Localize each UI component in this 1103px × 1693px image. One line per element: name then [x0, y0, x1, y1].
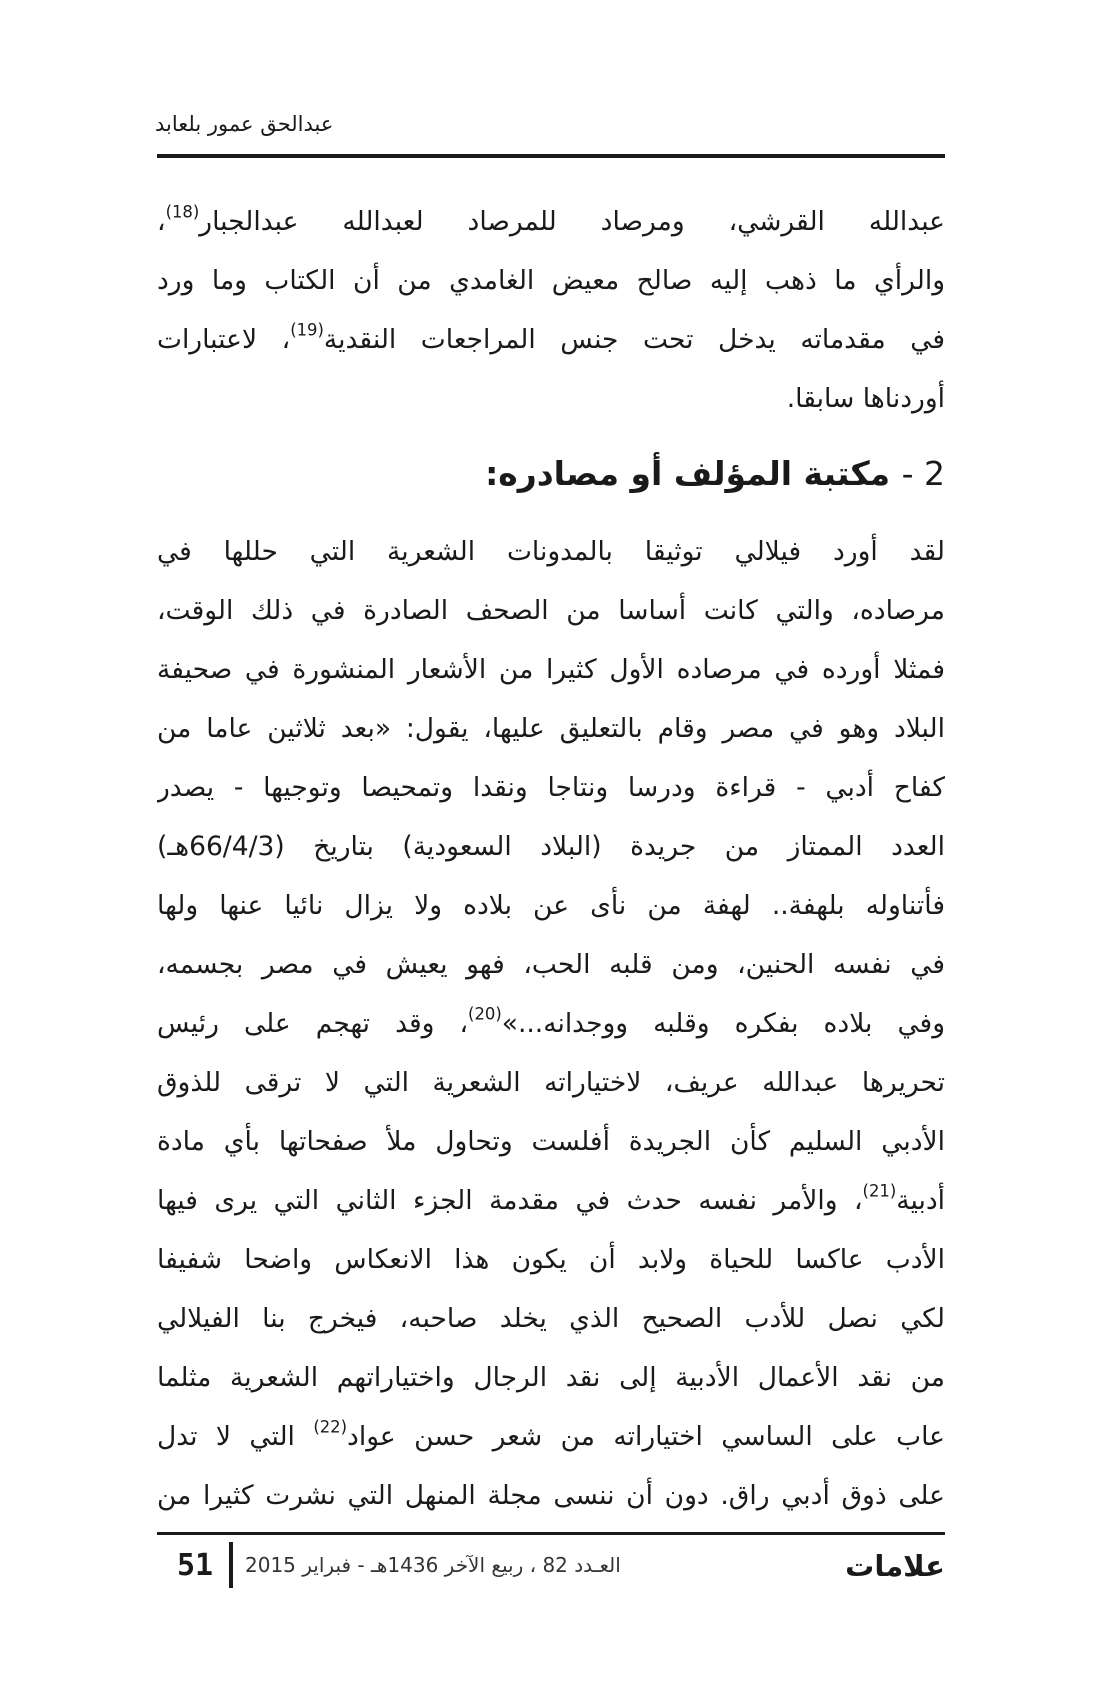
text-line: أوردناها سابقا.: [786, 383, 945, 414]
text-line: لقد أورد فيلالي توثيقا بالمدونات الشعرية التي حللها في: [157, 536, 945, 567]
text-line: تحريرها عبدالله عريف، لاختياراته الشعرية التي لا ترقى للذوق: [157, 1067, 945, 1098]
magazine-logo: علامات: [845, 1549, 945, 1583]
text-line: على ذوق أدبي راق. دون أن ننسى مجلة المنهل التي نشرت كثيرا من: [157, 1480, 945, 1511]
page-footer: [157, 1542, 945, 1592]
text-line: فأتناوله بلهفة.. لهفة من نأى عن بلاده ولا يزال نائيا عنها ولها: [157, 890, 945, 921]
text-line: والرأي ما ذهب إليه صالح معيض الغامدي من أن الكتاب وما ورد: [157, 265, 945, 296]
footer-rule: [157, 1532, 945, 1535]
paragraph-2: [157, 522, 945, 1525]
text-line: عبدالله القرشي، ومرصاد للمرصاد لعبدالله عبدالجبار$^{(18)}$،: [157, 202, 945, 237]
section-heading: [157, 449, 945, 499]
text-line: مرصاده، والتي كانت أساسا من الصحف الصادرة في ذلك الوقت،: [157, 595, 945, 626]
text-line: وفي بلاده بفكره وقلبه ووجدانه...»$^{(20)}$، وقد تهجم على رئيس: [157, 1004, 945, 1039]
footer-divider: [229, 1542, 233, 1588]
text-line: عاب على الساسي اختياراته من شعر حسن عواد$^{(22)}$ التي لا تدل: [157, 1417, 945, 1452]
header-rule: [157, 154, 945, 158]
footnote-ref: (20): [468, 1004, 502, 1024]
text-line: من نقد الأعمال الأدبية إلى نقد الرجال واختياراتهم الشعرية مثلما: [157, 1362, 945, 1393]
text-line: في مقدماته يدخل تحت جنس المراجعات النقدية$^{(19)}$، لاعتبارات: [157, 320, 945, 355]
page-number: 51: [177, 1548, 214, 1583]
footnote-ref: (22): [313, 1417, 348, 1437]
section-title: مكتبة المؤلف أو مصادره:: [485, 454, 891, 493]
footnote-ref: (21): [862, 1181, 897, 1201]
issue-info: العـدد 82 ، ربيع الآخر 1436هـ - فبراير 2015: [245, 1553, 621, 1577]
text-line: البلاد وهو في مصر وقام بالتعليق عليها، يقول: «بعد ثلاثين عاما من: [157, 713, 945, 744]
text-line: في نفسه الحنين، ومن قلبه الحب، فهو يعيش في مصر بجسمه،: [157, 949, 945, 980]
footnote-ref: (18): [165, 202, 200, 222]
footnote-ref: (19): [290, 320, 324, 340]
text-line: كفاح أدبي - قراءة ودرسا ونتاجا ونقدا وتمحيصا وتوجيها - يصدر: [157, 772, 945, 803]
text-line: فمثلا أورده في مرصاده الأول كثيرا من الأشعار المنشورة في صحيفة: [157, 654, 945, 685]
text-line: الأدبي السليم كأن الجريدة أفلست وتحاول ملأ صفحاتها بأي مادة: [157, 1126, 945, 1157]
text-line: أدبية$^{(21)}$، والأمر نفسه حدث في مقدمة الجزء الثاني التي يرى فيها: [157, 1181, 945, 1216]
text-line: الأدب عاكسا للحياة ولابد أن يكون هذا الانعكاس واضحا شفيفا: [157, 1244, 945, 1275]
paragraph-1: [157, 192, 945, 428]
text-line: العدد الممتاز من جريدة (البلاد السعودية) بتاريخ (66/4/3هـ): [157, 831, 945, 862]
running-head: عبدالحق عمور بلعابد: [155, 112, 334, 136]
text-line: لكي نصل للأدب الصحيح الذي يخلد صاحبه، فيخرج بنا الفيلالي: [157, 1303, 945, 1334]
section-number: 2 -: [901, 454, 945, 493]
